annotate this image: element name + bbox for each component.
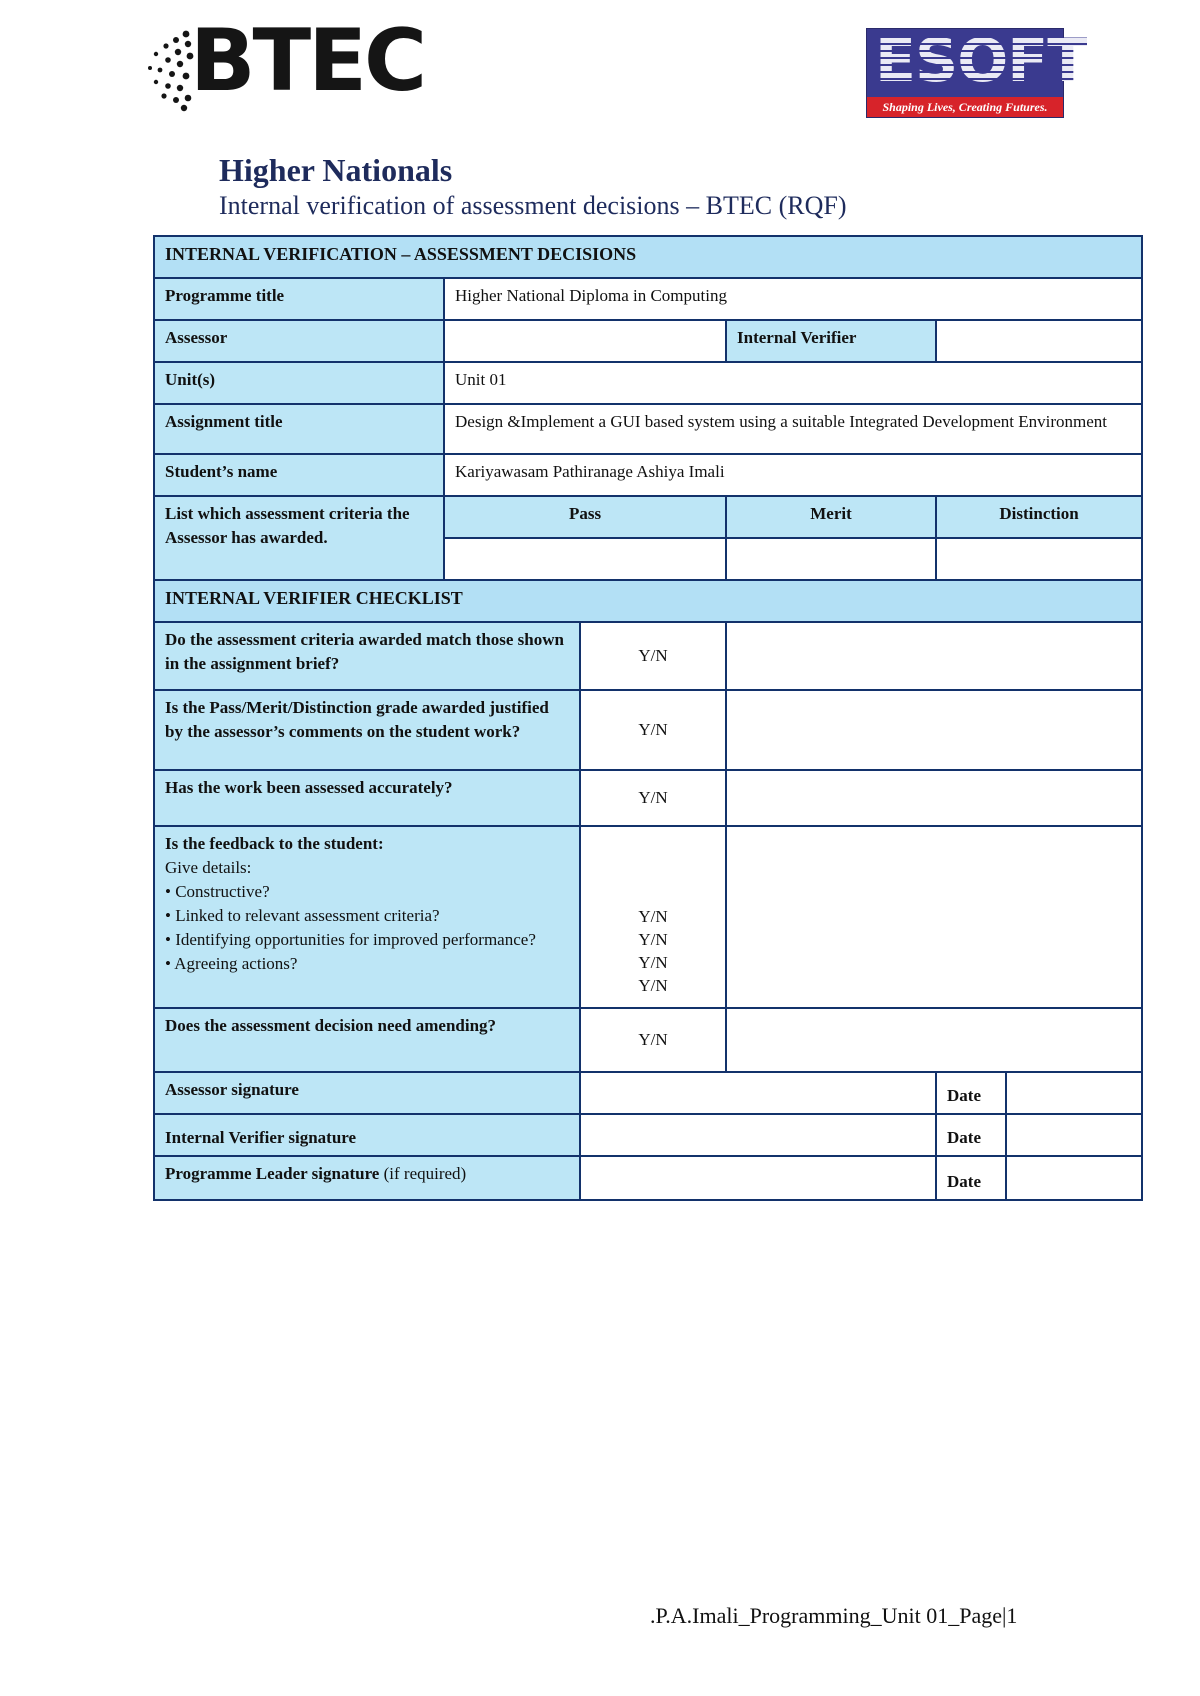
programme-leader-signature-field[interactable] xyxy=(580,1156,936,1200)
feedback-give-details: Give details: xyxy=(165,858,252,877)
checklist-question-criteria-match: Do the assessment criteria awarded match those shown in the assignment brief? xyxy=(154,622,580,690)
list-item: • Constructive? xyxy=(165,882,270,901)
assessor-signature-field[interactable] xyxy=(580,1072,936,1114)
merit-header: Merit xyxy=(726,496,936,538)
assignment-title-field[interactable]: Design &Implement a GUI based system using a suitable Integrated Development Environment xyxy=(444,404,1142,454)
section-header-assessment-decisions: INTERNAL VERIFICATION – ASSESSMENT DECISIONS xyxy=(154,236,1142,278)
programme-leader-signature-text: Programme Leader signature xyxy=(165,1164,380,1183)
student-name-field[interactable]: Kariyawasam Pathiranage Ashiya Imali xyxy=(444,454,1142,496)
feedback-actions-yn[interactable]: Y/N xyxy=(638,976,668,995)
btec-logo xyxy=(146,11,425,118)
student-name-label: Student’s name xyxy=(154,454,444,496)
programme-leader-signature-label xyxy=(154,1156,580,1200)
programme-leader-note: (if required) xyxy=(383,1164,467,1183)
criteria-match-comments[interactable] xyxy=(726,622,1142,690)
checklist-question-feedback xyxy=(154,826,580,1008)
feedback-constructive-yn[interactable]: Y/N xyxy=(638,907,668,926)
assessor-date-label: Date xyxy=(936,1072,1006,1114)
feedback-comments[interactable] xyxy=(726,826,1142,1008)
grade-justified-yn[interactable]: Y/N xyxy=(580,690,726,770)
programme-title-field[interactable]: Higher National Diploma in Computing xyxy=(444,278,1142,320)
assessed-accurately-comments[interactable] xyxy=(726,770,1142,826)
internal-verifier-field[interactable] xyxy=(936,320,1142,362)
list-item: • Identifying opportunities for improved performance? xyxy=(165,930,536,949)
feedback-criteria-list xyxy=(165,880,569,976)
decision-amending-comments[interactable] xyxy=(726,1008,1142,1072)
internal-verifier-date-label: Date xyxy=(936,1114,1006,1156)
merit-criteria-field[interactable] xyxy=(726,538,936,580)
checklist-question-decision-amending: Does the assessment decision need amending? xyxy=(154,1008,580,1072)
assessor-field[interactable] xyxy=(444,320,726,362)
distinction-header: Distinction xyxy=(936,496,1142,538)
page-subtitle: Internal verification of assessment decisions – BTEC (RQF) xyxy=(219,191,847,220)
page-footer: .P.A.Imali_Programming_Unit 01_Page|1 xyxy=(650,1603,1018,1628)
esoft-wordmark: ESOFT xyxy=(875,26,1088,96)
distinction-criteria-field[interactable] xyxy=(936,538,1142,580)
assessor-signature-label: Assessor signature xyxy=(154,1072,580,1114)
esoft-tagline: Shaping Lives, Creating Futures. xyxy=(867,97,1063,117)
units-field[interactable]: Unit 01 xyxy=(444,362,1142,404)
section-header-verifier-checklist: INTERNAL VERIFIER CHECKLIST xyxy=(154,580,1142,622)
page-title: Higher Nationals xyxy=(219,152,453,188)
criteria-match-yn[interactable]: Y/N xyxy=(580,622,726,690)
pass-criteria-field[interactable] xyxy=(444,538,726,580)
checklist-question-grade-justified: Is the Pass/Merit/Distinction grade awarded justified by the assessor’s comments on the student work? xyxy=(154,690,580,770)
feedback-question-title: Is the feedback to the student: xyxy=(165,834,384,853)
esoft-logo xyxy=(866,26,1088,118)
criteria-label: List which assessment criteria the Assessor has awarded. xyxy=(154,496,444,580)
decision-amending-yn[interactable]: Y/N xyxy=(580,1008,726,1072)
programme-title-label: Programme title xyxy=(154,278,444,320)
assignment-title-label: Assignment title xyxy=(154,404,444,454)
internal-verifier-signature-label: Internal Verifier signature xyxy=(154,1114,580,1156)
btec-wordmark: BTEC xyxy=(190,11,425,111)
internal-verifier-date-field[interactable] xyxy=(1006,1114,1142,1156)
programme-leader-date-label: Date xyxy=(936,1156,1006,1200)
list-item: • Agreeing actions? xyxy=(165,954,298,973)
checklist-question-assessed-accurately: Has the work been assessed accurately? xyxy=(154,770,580,826)
feedback-yn-group xyxy=(580,826,726,1008)
assessed-accurately-yn[interactable]: Y/N xyxy=(580,770,726,826)
assessor-date-field[interactable] xyxy=(1006,1072,1142,1114)
feedback-opportunities-yn[interactable]: Y/N xyxy=(638,953,668,972)
programme-leader-date-field[interactable] xyxy=(1006,1156,1142,1200)
internal-verifier-label: Internal Verifier xyxy=(726,320,936,362)
assessor-label: Assessor xyxy=(154,320,444,362)
feedback-linked-yn[interactable]: Y/N xyxy=(638,930,668,949)
units-label: Unit(s) xyxy=(154,362,444,404)
pass-header: Pass xyxy=(444,496,726,538)
verification-form xyxy=(153,235,1143,1201)
grade-justified-comments[interactable] xyxy=(726,690,1142,770)
list-item: • Linked to relevant assessment criteria? xyxy=(165,906,440,925)
internal-verifier-signature-field[interactable] xyxy=(580,1114,936,1156)
btec-dots-icon xyxy=(146,30,196,112)
